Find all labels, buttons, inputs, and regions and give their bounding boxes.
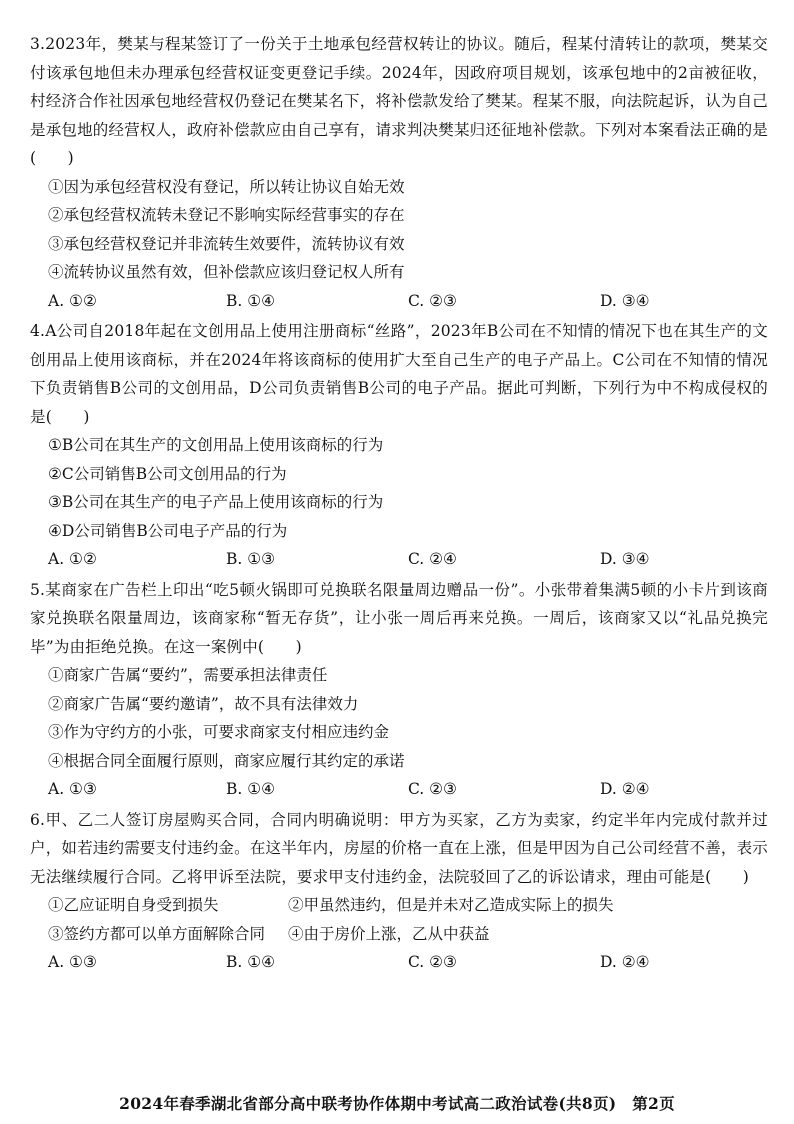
option-statement: ③承包经营权登记并非流转生效要件，流转协议有效 [48, 234, 405, 253]
question-6 [30, 806, 768, 977]
choice-c: C. ②③ [408, 780, 457, 798]
question-5 [30, 576, 768, 804]
page-footer: 2024年春季湖北省部分高中联考协作体期中考试高二政治试卷(共8页) 第2页 [119, 1094, 675, 1113]
option-statement: ①因为承包经营权没有登记，所以转让协议自始无效 [48, 177, 405, 196]
choice-d: D. ②④ [600, 953, 650, 971]
question-stem: 3.2023年，樊某与程某签订了一份关于土地承包经营权转让的协议。随后，程某付清转让的款项，樊某交付该承包地但未办理承包经营权证变更登记手续。2024年，因政府项目规划，该承包地中的2亩被征收，村经济合作社因承包地经营权仍登记在樊某名下，将补偿款发给了樊某。程某不服，向法院起诉，认为自己是承包地的经营权人，政府补偿款应由自己享有，请求判决樊某归还征地补偿款。下列对本案看法正确的是( ) [30, 35, 768, 167]
option-statement: ③作为守约方的小张，可要求商家支付相应违约金 [48, 723, 390, 741]
option-statement: ①商家广告属“要约”，需要承担法律责任 [48, 666, 328, 684]
question-3 [30, 30, 768, 315]
answer-choices [30, 948, 768, 977]
option-statement: ①乙应证明自身受到损失 [48, 896, 219, 914]
option-statement: ②商家广告属“要约邀请”，故不具有法律效力 [48, 694, 359, 713]
option-statement: ④由于房价上涨，乙从中获益 [288, 924, 490, 943]
choice-b: B. ①④ [226, 953, 276, 971]
choice-a: A. ①③ [48, 953, 97, 971]
choice-d: D. ②④ [600, 780, 650, 798]
option-row [30, 891, 768, 920]
option-statement: ③签约方都可以单方面解除合同 [48, 924, 266, 943]
option-statement: ④D公司销售B公司电子产品的行为 [48, 521, 288, 540]
option-statement: ②C公司销售B公司文创用品的行为 [48, 464, 287, 483]
option-statement: ①B公司在其生产的文创用品上使用该商标的行为 [48, 436, 384, 454]
option-statement: ④根据合同全面履行原则，商家应履行其约定的承诺 [48, 751, 405, 770]
choice-a: A. ①③ [48, 780, 97, 798]
answer-choices [30, 775, 768, 804]
question-4 [30, 317, 768, 574]
choice-c: C. ②③ [408, 953, 457, 971]
choice-d: D. ③④ [600, 291, 650, 310]
option-statement: ②甲虽然违约，但是并未对乙造成实际上的损失 [288, 896, 614, 914]
choice-a: A. ①② [48, 291, 97, 310]
option-statement: ④流转协议虽然有效，但补偿款应该归登记权人所有 [48, 263, 405, 281]
answer-choices [30, 287, 768, 316]
choice-d: D. ③④ [600, 550, 650, 568]
option-statement: ③B公司在其生产的电子产品上使用该商标的行为 [48, 493, 384, 511]
choice-a: A. ①② [48, 550, 97, 568]
option-statement: ②承包经营权流转未登记不影响实际经营事实的存在 [48, 206, 405, 224]
choice-b: B. ①④ [226, 780, 276, 798]
choice-c: C. ②③ [408, 291, 457, 310]
choice-c: C. ②④ [408, 550, 457, 568]
choice-b: B. ①④ [226, 291, 276, 310]
question-stem: 4.A公司自2018年起在文创用品上使用注册商标“丝路”，2023年B公司在不知情的情况下也在其生产的文创用品上使用该商标，并在2024年将该商标的使用扩大至自己生产的电子产品上。C公司在不知情的情况下负责销售B公司的文创用品，D公司负责销售B公司的电子产品。据此可判断，下列行为中不构成侵权的是( ) [30, 322, 768, 426]
answer-choices [30, 545, 768, 574]
question-stem: 5.某商家在广告栏上印出“吃5顿火锅即可兑换联名限量周边赠品一份”。小张带着集满5顿的小卡片到该商家兑换联名限量周边，该商家称“暂无存货”，让小张一周后再来兑换。一周后，该商家又以“礼品兑换完毕”为由拒绝兑换。在这一案例中( ) [30, 580, 768, 656]
choice-b: B. ①③ [226, 550, 276, 568]
option-row [30, 920, 768, 949]
question-stem: 6.甲、乙二人签订房屋购买合同，合同内明确说明：甲方为买家，乙方为卖家，约定半年内完成付款并过户，如若违约需要支付违约金。在这半年内，房屋的价格一直在上涨，但是甲因为自己公司经营不善，表示无法继续履行合同。乙将甲诉至法院，要求甲支付违约金，法院驳回了乙的诉讼请求，理由可能是( ) [30, 810, 768, 886]
